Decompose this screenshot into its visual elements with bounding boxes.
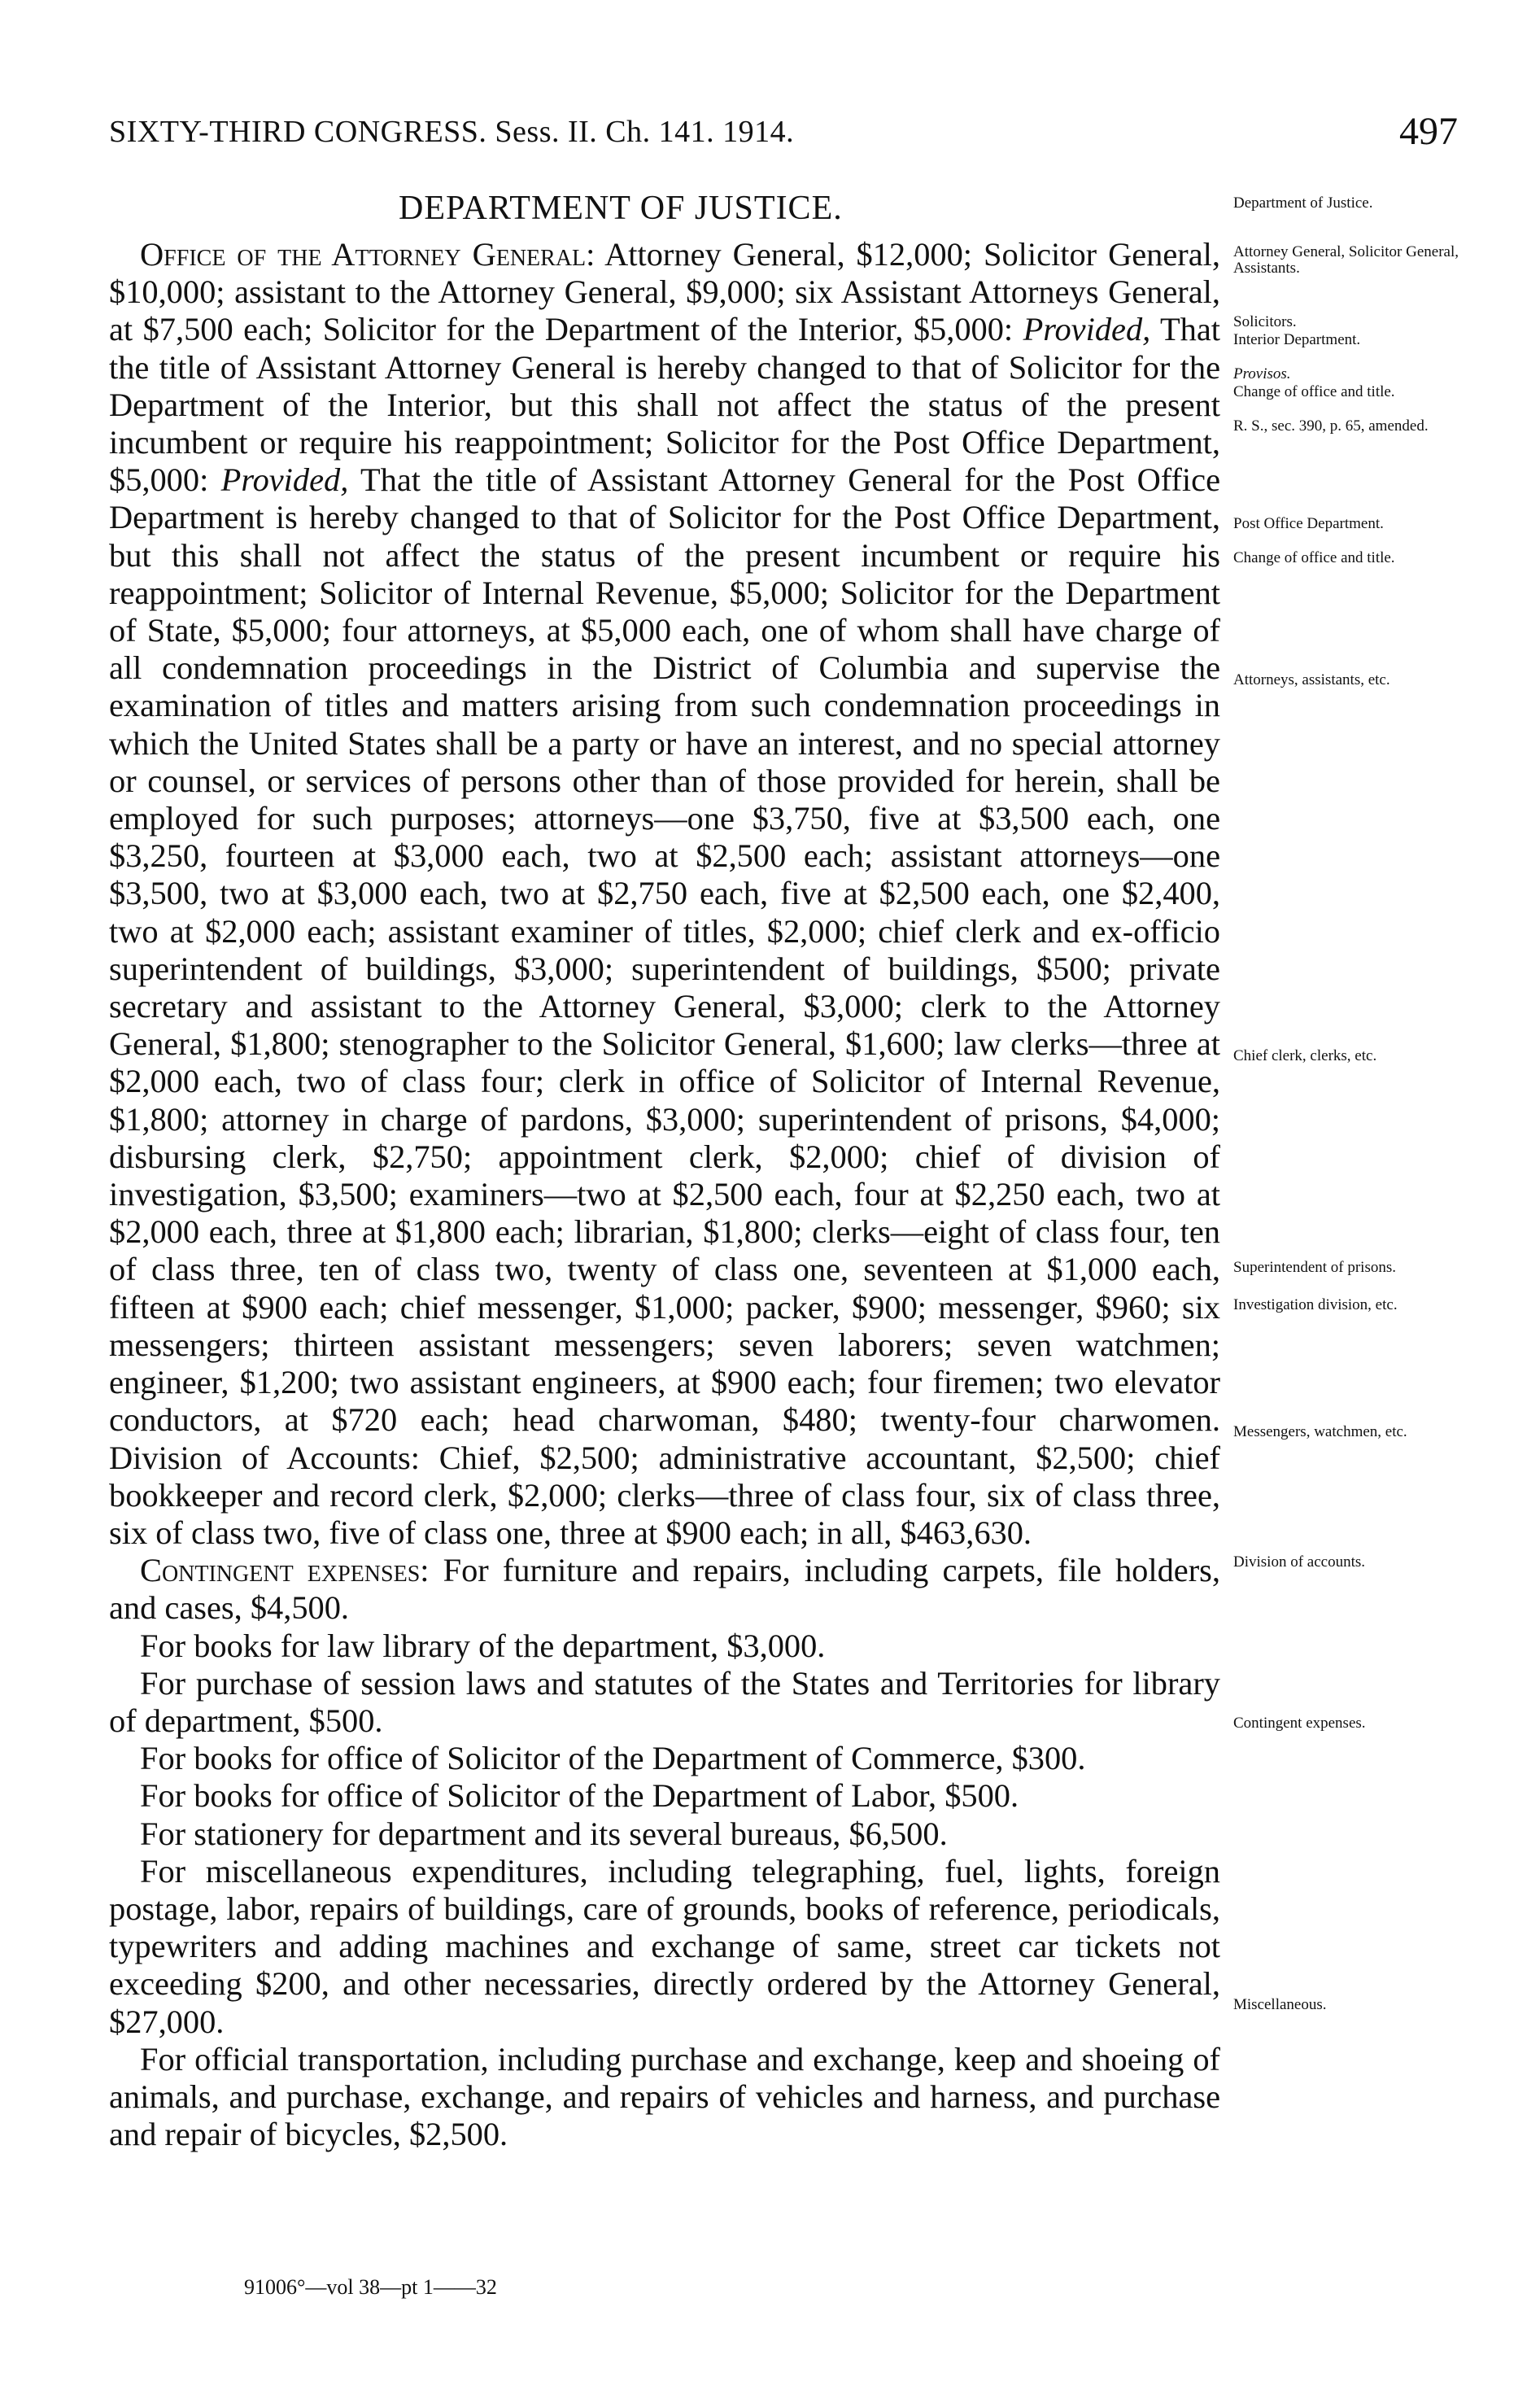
section-title: DEPARTMENT OF JUSTICE.: [399, 190, 843, 227]
paragraph-text: That the title of Assistant Attorney General for the Post Office Department is hereby changed to that of Solicitor for the Post Office Department, but this shall not affect the status of the present incumbent or require his reappointment; Solicitor of Internal Revenue, $5,000; Solicitor for the Department of State, $5,000; four attorneys, at $5,000 each, one of whom shall have charge of all condemnation proceedings in the District of Columbia and supervise the examination of titles and matters arising from such condemnation proceedings in which the United States shall be a party or have an interest, and no special attorney or counsel, or services of persons other than of those provided for herein, shall be employed for such purposes; attorneys—one $3,750, five at $3,500 each, one $3,250, fourteen at $3,000 each, two at $2,500 each; assistant attorneys—one $3,500, two at $3,000 each, two at $2,750 each, five at $2,500 each, one $2,400, two at $2,000 each; assistant examiner of titles, $2,000; chief clerk and ex-officio superintendent of buildings, $3,000; superintendent of buildings, $500; private secretary and assistant to the Attorney General, $3,000; clerk to the Attorney General, $1,800; stenographer to the Solicitor General, $1,600; law clerks—three at $2,000 each, two of class four; clerk in office of Solicitor of Internal Revenue, $1,800; attorney in charge of pardons, $3,000; superintendent of prisons, $4,000; disbursing clerk, $2,750; appointment clerk, $2,000; chief of division of investigation, $3,500; examiners—two at $2,500 each, four at $2,250 each, two at $2,000 each, three at $1,800 each; librarian, $1,800; clerks—eight of class four, ten of class three, ten of class two, twenty of class one, seventeen at $1,000 each, fifteen at $900 each; chief messenger, $1,000; packer, $900; messenger, $960; six messengers; thirteen assistant messengers; seven laborers; seven watchmen; engineer, $1,200; two assistant engineers, at $900 each; four firemen; two elevator conductors, at $720 each; head charwoman, $480; twenty-four charwomen. Division of Accounts: Chief, $2,500; administrative accountant, $2,500; chief bookkeeper and record clerk, $2,000; clerks—three of class four, six of class three, six of class two, five of class one, three at $900 each; in all, $463,630.: [109, 461, 1220, 1551]
proviso-label: Provided,: [1023, 311, 1151, 348]
paragraph-lead: Office of the Attorney General:: [140, 236, 595, 273]
margin-note: Contingent expenses.: [1233, 1715, 1366, 1732]
margin-note: [1233, 366, 1471, 382]
margin-note: Post Office Department.: [1233, 515, 1384, 532]
margin-note: Interior Department.: [1233, 331, 1361, 348]
paragraph-text: That the title of Assistant Attorney General is hereby changed to that of Solicitor for the Department of the Interior, but this shall not affect the status of the present incumbent or require his reappointment; Solicitor for the Post Office Department, $5,000:: [109, 311, 1220, 499]
margin-note: Attorney General, Solicitor General, Assistants.: [1233, 243, 1459, 277]
margin-note: Superintendent of prisons.: [1233, 1259, 1397, 1276]
paragraph: For miscellaneous expenditures, including telegraphing, fuel, lights, foreign postage, labor, repairs of buildings, care of grounds, books of reference, periodicals, typewriters and adding machines and exchange of same, street car tickets not exceeding $200, and other necessaries, directly ordered by the Attorney General, $27,000.: [109, 1852, 1220, 2040]
paragraph-text: Attorney General, $12,000; Solicitor General, $10,000; assistant to the Attorney General, $9,000; six Assistant Attorneys General, at $7,500 each; Solicitor for the Department of the Interior, $5,000:: [109, 236, 1220, 348]
paragraph: For books for office of Solicitor of the Department of Commerce, $300.: [140, 1740, 1086, 1777]
paragraph: For purchase of session laws and statutes of the States and Territories for library of department, $500.: [109, 1664, 1220, 1739]
paragraph: For books for office of Solicitor of the Department of Labor, $500.: [140, 1777, 1019, 1815]
paragraph-office-attorney-general: [109, 236, 1220, 1552]
proviso-label: Provided,: [220, 461, 349, 499]
margin-note: Solicitors.: [1233, 313, 1297, 330]
paragraph-contingent-expenses: [109, 1552, 1220, 1627]
paragraph-lead: Contingent expenses:: [140, 1552, 430, 1589]
margin-note: R. S., sec. 390, p. 65, amended.: [1233, 417, 1429, 435]
paragraph: For books for law library of the department, $3,000.: [140, 1627, 826, 1664]
margin-note: Chief clerk, clerks, etc.: [1233, 1047, 1377, 1064]
margin-note: Miscellaneous.: [1233, 1996, 1327, 2013]
margin-note: Messengers, watchmen, etc.: [1233, 1423, 1407, 1440]
paragraph: For stationery for department and its several bureaus, $6,500.: [140, 1815, 948, 1852]
margin-note: Change of office and title.: [1233, 383, 1395, 400]
margin-note: Department of Justice.: [1233, 194, 1373, 212]
margin-note: Attorneys, assistants, etc.: [1233, 671, 1390, 688]
paragraph: For official transportation, including purchase and exchange, keep and shoeing of animals, and purchase, exchange, and repairs of vehicles and harness, and purchase and repair of bicycles, $2,500.: [109, 2040, 1220, 2153]
margin-note: Change of office and title.: [1233, 549, 1395, 566]
margin-note: Investigation division, etc.: [1233, 1296, 1398, 1313]
provisos-label: Provisos.: [1233, 365, 1291, 382]
running-head: SIXTY-THIRD CONGRESS. Sess. II. Ch. 141. 1914.: [109, 115, 795, 149]
margin-note: Division of accounts.: [1233, 1553, 1366, 1571]
paragraph-text: For furniture and repairs, including carpets, file holders, and cases, $4,500.: [109, 1552, 1220, 1627]
body-text: [109, 236, 1220, 2153]
page-header: [109, 96, 1459, 169]
printer-signature: 91006°—vol 38—pt 1——32: [244, 2275, 497, 2299]
page-number: 497: [1399, 110, 1458, 153]
